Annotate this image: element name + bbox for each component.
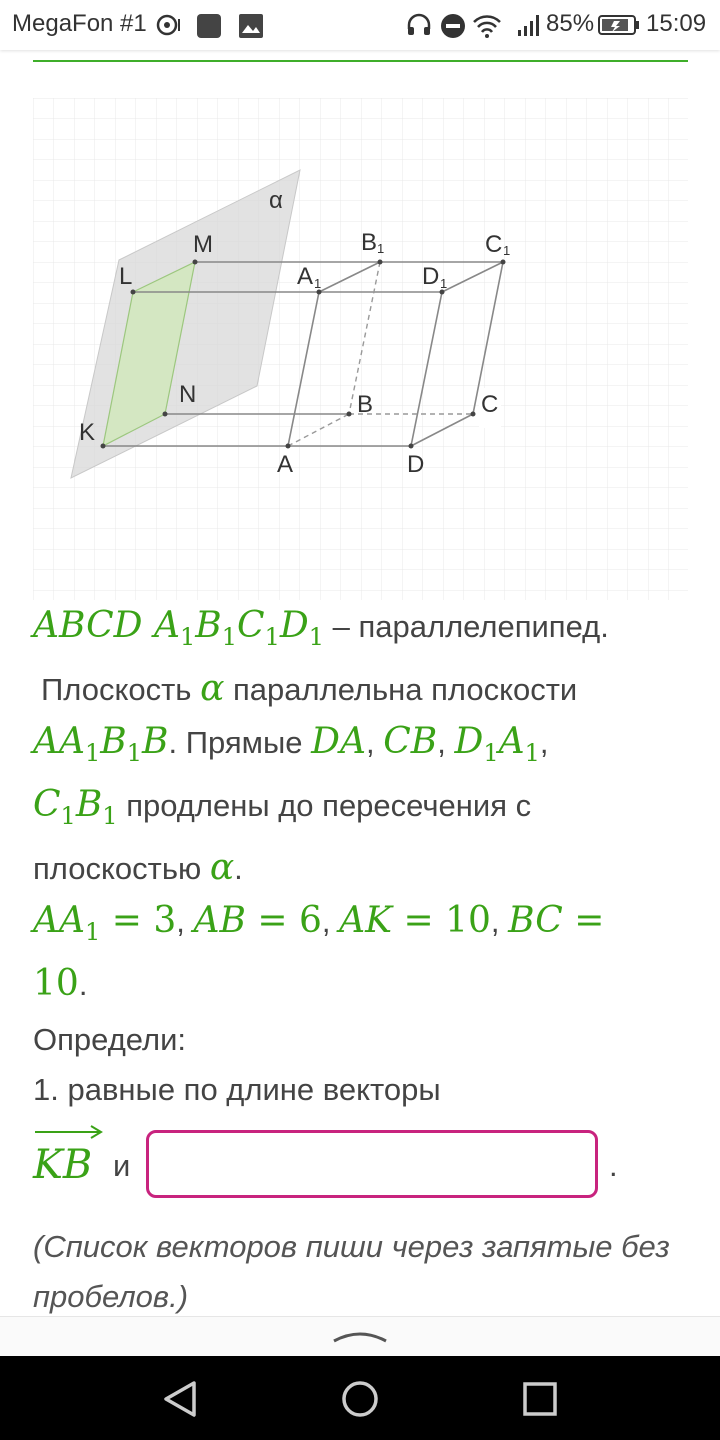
vector-arrow-icon (33, 1120, 103, 1140)
parallelepiped-figure (33, 98, 688, 600)
label-d1-sub: 1 (440, 276, 448, 291)
problem-statement: ABCD $A_1B_1C_1D_1$ – параллелепипед. Плоскость α параллельна плоскости $AA_1B_1B$. Прямые DA, CB, $D_1A_1$, $C_1B_1$ продлены до пересечения с плоскостью α. $AA_1 = 3$, AB = 6, AK = 10, BC = 10. (33, 600, 693, 1011)
battery-percent: 85% (546, 10, 595, 37)
recents-button[interactable] (510, 1374, 570, 1424)
task-instructions (33, 1015, 441, 1115)
label-c1-sub: 1 (503, 243, 511, 258)
wifi-icon (472, 13, 502, 39)
problem-text-3: параллельна плоскости (224, 672, 578, 707)
recents-icon (522, 1381, 558, 1417)
label-n: N (179, 381, 197, 408)
label-d: D (407, 451, 425, 478)
math-c1b1: $C_1B_1$ (33, 784, 118, 830)
math-cb: CB (383, 721, 438, 762)
label-k: K (79, 419, 96, 446)
dnd-icon (440, 13, 466, 39)
math-plane: $AA_1B_1B$ (33, 721, 169, 767)
answer-row (33, 1120, 693, 1210)
given-values: $AA_1 = 3$, AB = 6, AK = 10, BC = (33, 900, 605, 946)
headset-icon (406, 13, 432, 37)
label-a1-sub: 1 (314, 276, 322, 291)
hint-text: (Список векторов пиши через запятые без пробелов.) (33, 1229, 670, 1314)
problem-text-1: – параллелепипед. (324, 609, 609, 644)
end-dot: . (609, 1148, 618, 1183)
back-button[interactable] (150, 1374, 210, 1424)
label-alpha: α (269, 187, 283, 214)
home-icon (340, 1379, 380, 1419)
math-alpha-2: α (209, 847, 235, 888)
math-da: DA (311, 721, 367, 762)
label-b: B (357, 391, 374, 418)
problem-text-5: продлены до пересечения с (117, 788, 532, 823)
chevron-up-icon[interactable] (332, 1327, 388, 1343)
problem-text-4: . Прямые (168, 725, 312, 760)
math-parallelepiped: ABCD $A_1B_1C_1D_1$ (33, 605, 324, 651)
label-l: L (119, 263, 133, 290)
math-d1a1: $D_1A_1$ (454, 721, 540, 767)
label-c: C (481, 391, 499, 418)
back-icon (162, 1380, 198, 1418)
given-bc-value: 10 (33, 963, 79, 1004)
battery-icon (598, 13, 640, 37)
section-divider (33, 60, 688, 62)
label-a1: A (297, 263, 314, 290)
clock: 15:09 (646, 10, 707, 37)
label-c1: C (485, 231, 503, 258)
problem-text-2: Плоскость (41, 672, 201, 707)
and-label: и (113, 1148, 131, 1183)
task-item-1: 1. равные по длине векторы (33, 1072, 441, 1107)
image-icon (238, 13, 264, 39)
label-a: A (277, 451, 294, 478)
vector-kb: KB (33, 1142, 93, 1188)
problem-text-6: плоскостью (33, 851, 210, 886)
navigation-bar (0, 1356, 720, 1440)
task-heading: Определи: (33, 1022, 187, 1057)
carrier-name: MegaFon #1 (12, 10, 147, 37)
collapse-bar[interactable] (0, 1316, 720, 1357)
signal-icon (516, 13, 542, 37)
math-alpha: α (200, 668, 225, 709)
home-button[interactable] (330, 1374, 390, 1424)
app-square-icon (196, 13, 222, 39)
label-b1: B (361, 229, 378, 256)
label-b1-sub: 1 (377, 241, 385, 256)
answer-input[interactable] (146, 1130, 598, 1198)
label-m: M (193, 231, 213, 258)
label-d1: D (422, 263, 440, 290)
status-bar (0, 0, 720, 50)
radio-icon (156, 13, 182, 37)
